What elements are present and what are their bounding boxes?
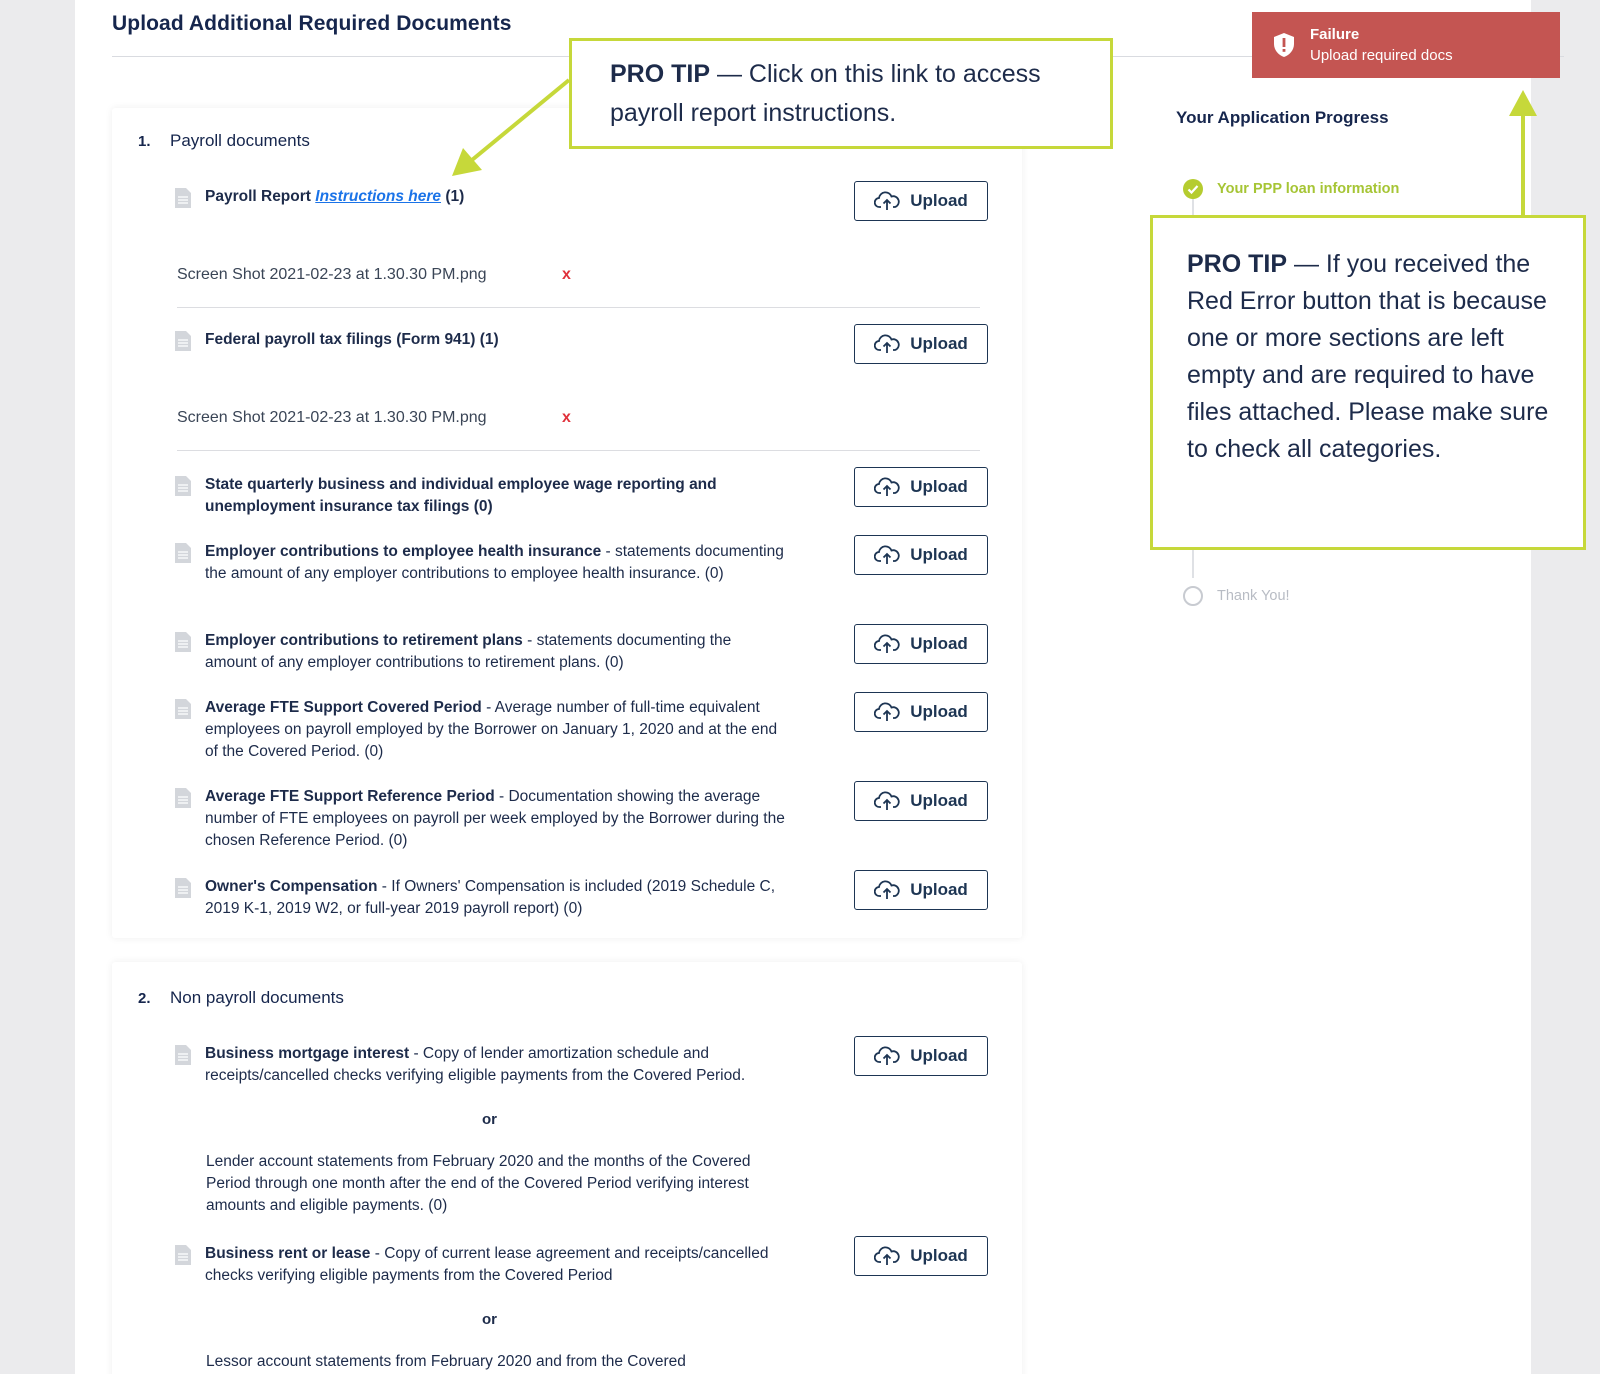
tip-text: — Click on this link to access payroll report instructions. xyxy=(610,60,1041,127)
document-title: Business rent or lease xyxy=(205,1245,371,1262)
tip1-arrow-head xyxy=(452,148,482,176)
file-count: (0) xyxy=(469,498,493,515)
tip-text: — If you received the Red Error button that is because one or more sections are left empty and are required to have files attached. Please make sure to check all categories. xyxy=(1187,250,1549,463)
upload-label: Upload xyxy=(910,791,968,810)
upload-label: Upload xyxy=(910,334,968,353)
tip-lead: PRO TIP xyxy=(1187,250,1288,278)
document-title: Average FTE Support Covered Period xyxy=(205,699,482,716)
remove-file-button[interactable]: x xyxy=(562,266,571,283)
section-title: Non payroll documents xyxy=(170,988,344,1007)
progress-title: Your Application Progress xyxy=(1176,108,1389,127)
upload-label: Upload xyxy=(910,634,968,653)
uploaded-file-name: Screen Shot 2021-02-23 at 1.30.30 PM.png xyxy=(177,409,487,426)
document-description: - Documentation showing the average number of FTE employees on payroll per week employed by the Borrower during the chosen Reference Period. (0) xyxy=(205,788,785,849)
or-separator: or xyxy=(482,1111,497,1128)
document-description: - statements documenting the amount of any employer contributions to retirement plans. (0) xyxy=(205,632,732,671)
document-title: Federal payroll tax filings (Form 941) (1) xyxy=(205,331,499,348)
or-separator: or xyxy=(482,1311,497,1328)
upload-label: Upload xyxy=(910,545,968,564)
page-title: Upload Additional Required Documents xyxy=(112,12,512,35)
upload-label: Upload xyxy=(910,702,968,721)
document-title: Average FTE Support Reference Period xyxy=(205,788,495,805)
toast-title: Failure xyxy=(1310,26,1360,43)
tip2-arrow-head xyxy=(1509,90,1537,116)
document-title: Business mortgage interest xyxy=(205,1045,410,1062)
progress-step-label: Thank You! xyxy=(1217,588,1290,604)
toast-message: Upload required docs xyxy=(1310,47,1453,64)
document-description: - Copy of current lease agreement and receipts/cancelled checks verifying eligible payments from the Covered Period xyxy=(205,1245,769,1284)
file-count: (1) xyxy=(445,188,465,205)
upload-label: Upload xyxy=(910,1046,968,1065)
tip1-arrow-line xyxy=(472,80,569,160)
section-number: 1. xyxy=(138,133,151,150)
uploaded-file-name: Screen Shot 2021-02-23 at 1.30.30 PM.png xyxy=(177,266,487,283)
document-title: Employer contributions to employee health insurance xyxy=(205,543,602,560)
section-title: Payroll documents xyxy=(170,131,310,150)
alternative-description: Lessor account statements from February 2020 and from the Covered xyxy=(206,1353,686,1370)
pro-tip-callout-link xyxy=(569,38,1113,149)
document-description: - Copy of lender amortization schedule and receipts/cancelled checks verifying eligible payments from the Covered Period. xyxy=(205,1045,746,1084)
document-title: State quarterly business and individual employee wage reporting and unemployment insurance tax filings xyxy=(205,476,717,515)
upload-label: Upload xyxy=(910,477,968,496)
alternative-description: Lender account statements from February 2020 and the months of the Covered Period through one month after the end of the Covered Period verifying interest amounts and eligible payments. (0) xyxy=(206,1153,751,1214)
instructions-link[interactable]: Instructions here xyxy=(315,188,442,205)
document-description: - If Owners' Compensation is included (2019 Schedule C, 2019 K-1, 2019 W2, or full-year 2019 payroll report) (0) xyxy=(205,878,776,917)
upload-label: Upload xyxy=(910,1246,968,1265)
document-title: Owner's Compensation xyxy=(205,878,378,895)
upload-label: Upload xyxy=(910,191,968,210)
document-description: - statements documenting the amount of any employer contributions to employee health insurance. (0) xyxy=(205,543,784,582)
tip-lead: PRO TIP xyxy=(610,60,711,88)
document-description: - Average number of full-time equivalent employees on payroll employed by the Borrower on January 1, 2020 and at the end of the Covered Period. (0) xyxy=(205,699,778,760)
document-title: Payroll Report xyxy=(205,188,311,205)
pro-tip-callout-error xyxy=(1150,215,1586,550)
progress-step-label: Your PPP loan information xyxy=(1217,181,1400,197)
upload-label: Upload xyxy=(910,880,968,899)
remove-file-button[interactable]: x xyxy=(562,409,571,426)
document-title: Employer contributions to retirement plans xyxy=(205,632,523,649)
section-number: 2. xyxy=(138,990,151,1007)
